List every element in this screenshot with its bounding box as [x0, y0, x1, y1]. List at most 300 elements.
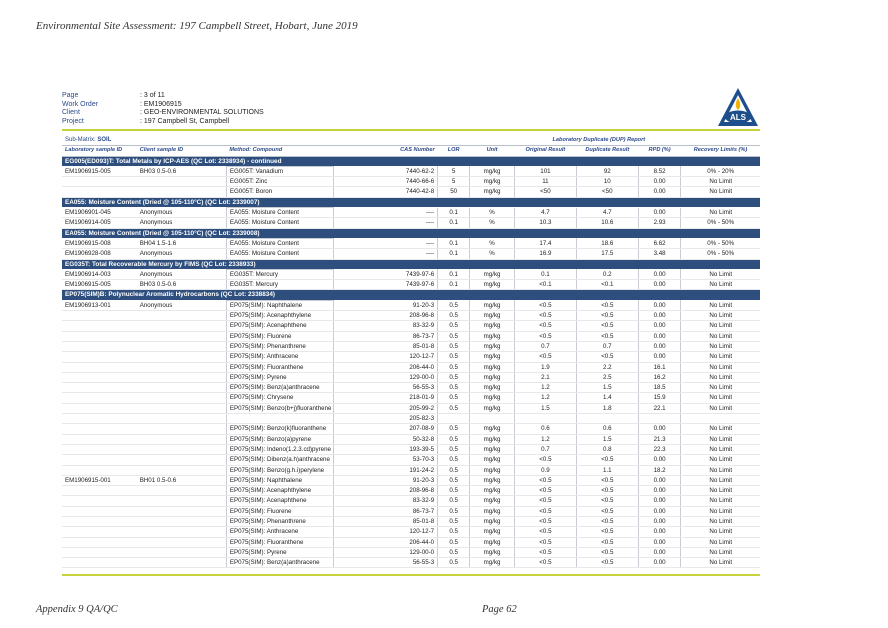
table-cell [470, 414, 515, 424]
table-cell: 0.5 [438, 341, 470, 351]
qc-group-header [62, 290, 760, 300]
table-cell: 0.00 [638, 486, 681, 496]
table-cell: <0.5 [514, 486, 576, 496]
table-row [62, 527, 760, 537]
table-cell [62, 187, 137, 197]
qc-group-header [62, 228, 760, 238]
table-cell: EP075(SIM): Benzo(a)pyrene [226, 434, 333, 444]
table-cell: mg/kg [470, 444, 515, 454]
table-cell: <0.5 [514, 300, 576, 310]
table-cell: No Limit [681, 341, 760, 351]
table-cell: 0.00 [638, 352, 681, 362]
table-row [62, 403, 760, 413]
meta-row [62, 109, 264, 118]
table-cell: 2.93 [638, 218, 681, 228]
table-cell [137, 506, 227, 516]
table-cell: 3.48 [638, 249, 681, 259]
table-cell: No Limit [681, 527, 760, 537]
table-row [62, 506, 760, 516]
table-row [62, 486, 760, 496]
table-cell [514, 414, 576, 424]
meta-label: Page [62, 92, 79, 99]
table-cell: 10.3 [514, 218, 576, 228]
table-cell: 0.5 [438, 434, 470, 444]
table-cell: EP075(SIM): Phenanthrene [226, 516, 333, 526]
table-cell [137, 187, 227, 197]
table-cell: 0.5 [438, 486, 470, 496]
table-cell [638, 414, 681, 424]
table-cell: 0.1 [438, 208, 470, 218]
table-cell: Anonymous [137, 218, 227, 228]
table-cell: 0.5 [438, 465, 470, 475]
table-cell: mg/kg [470, 383, 515, 393]
table-cell [226, 414, 333, 424]
col-header: Original Result [514, 146, 576, 156]
table-cell: <0.5 [576, 300, 638, 310]
table-cell: <0.5 [576, 311, 638, 321]
table-cell: 0.2 [576, 269, 638, 279]
meta-value: : 197 Campbell St, Campbell [140, 117, 230, 125]
table-cell: Anonymous [137, 208, 227, 218]
table-cell: <0.5 [576, 516, 638, 526]
table-cell: mg/kg [470, 393, 515, 403]
table-cell: Anonymous [137, 269, 227, 279]
table-cell: ---- [333, 249, 438, 259]
table-cell: 0.00 [638, 269, 681, 279]
table-cell [137, 547, 227, 557]
table-cell: 0.00 [638, 331, 681, 341]
table-cell: 4.7 [514, 208, 576, 218]
table-cell: mg/kg [470, 475, 515, 485]
table-cell: No Limit [681, 362, 760, 372]
table-cell: No Limit [681, 547, 760, 557]
table-cell [62, 537, 137, 547]
table-cell: 193-39-5 [333, 444, 438, 454]
table-cell [137, 496, 227, 506]
table-cell: 0.6 [514, 424, 576, 434]
table-cell: EM1906915-001 [62, 475, 137, 485]
col-header: Laboratory sample ID [62, 146, 137, 156]
table-cell: 0.5 [438, 403, 470, 413]
table-cell: 0.00 [638, 177, 681, 187]
meta-value: : 3 of 11 [140, 92, 165, 99]
table-cell: 0.00 [638, 300, 681, 310]
table-cell: 0.5 [438, 321, 470, 331]
table-cell: 120-12-7 [333, 352, 438, 362]
table-cell: 0.00 [638, 208, 681, 218]
table-cell: 16.1 [638, 362, 681, 372]
table-cell [137, 403, 227, 413]
table-cell: 0.5 [438, 424, 470, 434]
table-cell: 0.00 [638, 558, 681, 568]
table-cell: No Limit [681, 496, 760, 506]
table-cell: mg/kg [470, 331, 515, 341]
table-row [62, 424, 760, 434]
table-cell: 205-99-2 [333, 403, 438, 413]
table-cell: EP075(SIM): Pyrene [226, 372, 333, 382]
column-header-row [62, 146, 760, 156]
table-cell: No Limit [681, 331, 760, 341]
table-cell [62, 331, 137, 341]
qc-group-header [62, 259, 760, 269]
table-cell: EG005T: Boron [226, 187, 333, 197]
table-cell: No Limit [681, 352, 760, 362]
footer-page-number: Page 62 [482, 604, 517, 615]
table-cell: EM1906928-008 [62, 249, 137, 259]
table-cell: No Limit [681, 455, 760, 465]
table-cell [62, 434, 137, 444]
table-cell: 0.5 [438, 383, 470, 393]
table-cell: mg/kg [470, 341, 515, 351]
table-row [62, 516, 760, 526]
table-cell: EM1906914-003 [62, 269, 137, 279]
table-cell: 0% - 50% [681, 238, 760, 248]
table-cell: 205-82-3 [333, 414, 438, 424]
table-row [62, 362, 760, 372]
table-cell: % [470, 208, 515, 218]
table-row [62, 352, 760, 362]
table-cell: BH01 0.5-0.6 [137, 475, 227, 485]
table-cell: mg/kg [470, 547, 515, 557]
table-cell: ---- [333, 208, 438, 218]
footer-appendix: Appendix 9 QA/QC [36, 604, 118, 615]
table-cell: 0.00 [638, 475, 681, 485]
table-cell: 2.5 [576, 372, 638, 382]
table-cell: EP075(SIM): Acenaphthylene [226, 486, 333, 496]
table-cell: EP075(SIM): Acenaphthene [226, 496, 333, 506]
table-cell: 207-08-9 [333, 424, 438, 434]
table-cell: mg/kg [470, 506, 515, 516]
table-cell: 191-24-2 [333, 465, 438, 475]
meta-row [62, 118, 264, 127]
table-cell: 0.5 [438, 352, 470, 362]
col-header: Recovery Limits (%) [681, 146, 760, 156]
table-cell: 86-73-7 [333, 331, 438, 341]
table-cell: No Limit [681, 475, 760, 485]
table-row [62, 496, 760, 506]
table-cell: <0.5 [576, 547, 638, 557]
table-cell: BH03 0.5-0.6 [137, 280, 227, 290]
table-cell: 7440-42-8 [333, 187, 438, 197]
table-cell [137, 455, 227, 465]
table-cell: 7440-62-2 [333, 166, 438, 176]
table-cell [137, 444, 227, 454]
meta-row [62, 101, 264, 110]
table-cell: 0.5 [438, 311, 470, 321]
table-cell: 7439-97-6 [333, 269, 438, 279]
col-header: RPD (%) [638, 146, 681, 156]
table-cell: % [470, 238, 515, 248]
table-cell: <0.5 [576, 506, 638, 516]
table-cell: No Limit [681, 393, 760, 403]
table-cell: 0.5 [438, 558, 470, 568]
table-cell [62, 393, 137, 403]
table-cell: mg/kg [470, 280, 515, 290]
table-cell: 0.00 [638, 187, 681, 197]
table-cell: EP075(SIM): Chrysene [226, 393, 333, 403]
table-row [62, 465, 760, 475]
qc-group-title: EA055: Moisture Content (Dried @ 105-110°C) (QC Lot: 2339008) [62, 228, 760, 238]
table-cell: EP075(SIM): Naphthalene [226, 300, 333, 310]
page-header: Environmental Site Assessment: 197 Campbell Street, Hobart, June 2019 [36, 20, 358, 32]
table-cell: <0.5 [514, 506, 576, 516]
table-cell: mg/kg [470, 362, 515, 372]
table-row [62, 249, 760, 259]
table-cell: EP075(SIM): Fluorene [226, 331, 333, 341]
table-cell: 0.5 [438, 444, 470, 454]
table-row [62, 177, 760, 187]
table-cell [137, 434, 227, 444]
table-cell: 0.00 [638, 311, 681, 321]
table-row [62, 547, 760, 557]
table-cell: <0.5 [514, 547, 576, 557]
table-cell [62, 383, 137, 393]
table-cell: No Limit [681, 372, 760, 382]
table-cell: No Limit [681, 403, 760, 413]
table-cell: <0.5 [576, 352, 638, 362]
table-row [62, 321, 760, 331]
table-cell: 0.00 [638, 321, 681, 331]
qc-group-title: EG035T: Total Recoverable Mercury by FIMS (QC Lot: 2338933) [62, 259, 760, 269]
table-cell: EM1906901-045 [62, 208, 137, 218]
table-cell: EM1906915-008 [62, 238, 137, 248]
table-cell [62, 516, 137, 526]
table-cell: 0.00 [638, 424, 681, 434]
table-cell: 91-20-3 [333, 475, 438, 485]
table-cell [137, 341, 227, 351]
table-cell: EP075(SIM): Fluoranthene [226, 537, 333, 547]
table-cell [438, 414, 470, 424]
table-cell: 0.5 [438, 475, 470, 485]
table-cell: 0.5 [438, 300, 470, 310]
table-cell [681, 414, 760, 424]
table-cell: 16.2 [638, 372, 681, 382]
table-row [62, 383, 760, 393]
table-cell: Anonymous [137, 300, 227, 310]
table-cell: 92 [576, 166, 638, 176]
table-cell [62, 455, 137, 465]
table-cell: 0.1 [438, 238, 470, 248]
table-cell: mg/kg [470, 187, 515, 197]
table-cell: mg/kg [470, 434, 515, 444]
table-cell [62, 558, 137, 568]
table-cell: 56-55-3 [333, 383, 438, 393]
table-cell [137, 393, 227, 403]
table-row [62, 218, 760, 228]
table-cell [137, 311, 227, 321]
table-cell: EP075(SIM): Benz(a)anthracene [226, 383, 333, 393]
table-row [62, 269, 760, 279]
col-header: CAS Number [333, 146, 438, 156]
table-cell [137, 424, 227, 434]
table-cell [62, 496, 137, 506]
accent-rule-top [62, 129, 760, 131]
table-cell [137, 321, 227, 331]
table-cell [137, 486, 227, 496]
table-cell: mg/kg [470, 166, 515, 176]
table-cell: 0% - 20% [681, 166, 760, 176]
table-cell [62, 486, 137, 496]
table-cell: 0.9 [514, 465, 576, 475]
table-cell: mg/kg [470, 352, 515, 362]
table-cell [137, 352, 227, 362]
table-cell: <0.1 [514, 280, 576, 290]
meta-label: Project [62, 117, 84, 125]
table-cell: 0.1 [514, 269, 576, 279]
table-cell: EP075(SIM): Acenaphthylene [226, 311, 333, 321]
table-cell [62, 414, 137, 424]
table-cell: 0.7 [576, 341, 638, 351]
table-cell: 10.6 [576, 218, 638, 228]
table-cell [62, 527, 137, 537]
table-cell: 50-32-8 [333, 434, 438, 444]
qc-group-header [62, 156, 760, 166]
table-row [62, 208, 760, 218]
table-cell: 7440-66-6 [333, 177, 438, 187]
table-cell: 1.5 [514, 403, 576, 413]
table-cell: 0.5 [438, 527, 470, 537]
table-cell: <0.5 [514, 537, 576, 547]
table-cell [137, 558, 227, 568]
table-cell: 1.5 [576, 434, 638, 444]
table-cell: EG035T: Mercury [226, 280, 333, 290]
table-cell [62, 311, 137, 321]
table-cell: 21.3 [638, 434, 681, 444]
table-cell: 8.52 [638, 166, 681, 176]
table-cell: 86-73-7 [333, 506, 438, 516]
table-cell: 0.5 [438, 331, 470, 341]
table-cell: 22.1 [638, 403, 681, 413]
table-cell: EA055: Moisture Content [226, 208, 333, 218]
col-header: Method: Compound [226, 146, 333, 156]
meta-value: : GEO-ENVIRONMENTAL SOLUTIONS [140, 109, 264, 116]
table-row [62, 300, 760, 310]
table-cell: mg/kg [470, 537, 515, 547]
table-row [62, 280, 760, 290]
report-meta [62, 92, 264, 126]
table-cell: 50 [438, 187, 470, 197]
table-cell: No Limit [681, 177, 760, 187]
col-header: Duplicate Result [576, 146, 638, 156]
table-cell: 53-70-3 [333, 455, 438, 465]
table-cell: EP075(SIM): Fluoranthene [226, 362, 333, 372]
sub-matrix-value: SOIL [97, 137, 112, 143]
table-cell: 0.5 [438, 372, 470, 382]
table-cell: <0.1 [576, 280, 638, 290]
table-cell: <0.5 [514, 475, 576, 485]
table-cell: EA055: Moisture Content [226, 249, 333, 259]
table-cell: mg/kg [470, 558, 515, 568]
table-cell: 0.1 [438, 269, 470, 279]
table-cell [137, 537, 227, 547]
table-cell: <0.5 [576, 537, 638, 547]
table-cell: EP075(SIM): Naphthalene [226, 475, 333, 485]
table-cell [137, 516, 227, 526]
table-cell [62, 506, 137, 516]
table-cell: EP075(SIM): Benz(a)anthracene [226, 558, 333, 568]
table-cell: 18.2 [638, 465, 681, 475]
table-cell: No Limit [681, 269, 760, 279]
table-cell: <0.5 [514, 496, 576, 506]
table-cell: BH04 1.5-1.6 [137, 238, 227, 248]
table-cell [62, 362, 137, 372]
qc-group-title: EG005(ED093)T: Total Metals by ICP-AES (QC Lot: 2338934) - continued [62, 156, 760, 166]
table-cell: EP075(SIM): Acenaphthene [226, 321, 333, 331]
table-cell [62, 444, 137, 454]
table-cell: 208-96-8 [333, 486, 438, 496]
table-cell: EP075(SIM): Benzo(k)fluoranthene [226, 424, 333, 434]
table-cell: No Limit [681, 506, 760, 516]
table-cell: 18.6 [576, 238, 638, 248]
table-cell: 5 [438, 177, 470, 187]
table-cell: mg/kg [470, 269, 515, 279]
table-cell: 0.5 [438, 496, 470, 506]
table-row [62, 238, 760, 248]
table-cell: 0.1 [438, 280, 470, 290]
table-cell: 206-44-0 [333, 362, 438, 372]
table-cell: 2.2 [576, 362, 638, 372]
table-cell [137, 362, 227, 372]
table-cell: 0.00 [638, 506, 681, 516]
table-row [62, 475, 760, 485]
table-cell: mg/kg [470, 311, 515, 321]
table-cell: mg/kg [470, 372, 515, 382]
table-cell [137, 331, 227, 341]
table-cell: 1.9 [514, 362, 576, 372]
table-cell: 11 [514, 177, 576, 187]
table-cell: 17.4 [514, 238, 576, 248]
table-cell: <0.5 [576, 331, 638, 341]
table-cell: 0% - 50% [681, 218, 760, 228]
table-cell: <0.5 [576, 321, 638, 331]
table-row [62, 166, 760, 176]
table-cell: 1.1 [576, 465, 638, 475]
sub-matrix-row [62, 136, 760, 146]
table-cell: 0.1 [438, 218, 470, 228]
table-row [62, 558, 760, 568]
table-cell [137, 414, 227, 424]
table-cell [62, 403, 137, 413]
table-cell: 0.00 [638, 527, 681, 537]
table-cell: <0.5 [576, 455, 638, 465]
table-cell: EP075(SIM): Phenanthrene [226, 341, 333, 351]
table-cell: 0.7 [514, 341, 576, 351]
table-cell: mg/kg [470, 424, 515, 434]
meta-label: Client [62, 109, 80, 116]
table-cell: mg/kg [470, 486, 515, 496]
table-cell: 0.7 [514, 444, 576, 454]
table-cell: 0.5 [438, 362, 470, 372]
table-cell [62, 177, 137, 187]
table-row [62, 537, 760, 547]
table-row [62, 372, 760, 382]
table-cell: 208-96-8 [333, 311, 438, 321]
table-cell [62, 321, 137, 331]
table-cell: ---- [333, 218, 438, 228]
table-cell [62, 372, 137, 382]
table-cell: 0.5 [438, 547, 470, 557]
table-cell: 0.00 [638, 455, 681, 465]
table-cell: 0.5 [438, 516, 470, 526]
table-cell: 91-20-3 [333, 300, 438, 310]
table-cell: 0.8 [576, 444, 638, 454]
table-cell: No Limit [681, 516, 760, 526]
table-cell [137, 465, 227, 475]
table-cell: No Limit [681, 465, 760, 475]
table-cell: 15.9 [638, 393, 681, 403]
table-cell: mg/kg [470, 465, 515, 475]
table-cell: 120-12-7 [333, 527, 438, 537]
